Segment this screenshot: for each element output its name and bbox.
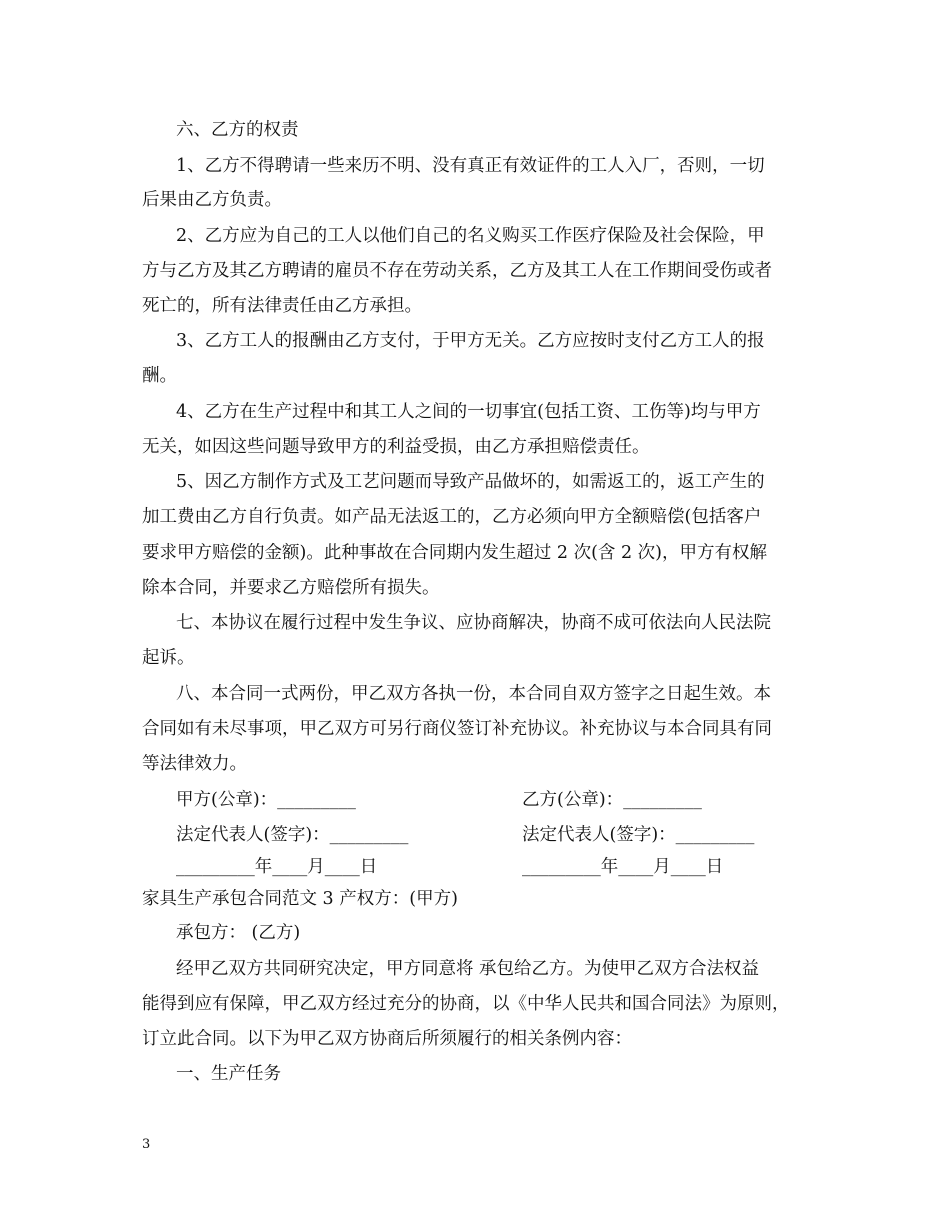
party-a-representative-field: 法定代表人(签字)：_________ — [176, 825, 409, 845]
page-number: 3 — [142, 1137, 151, 1152]
party-b-representative-field: 法定代表人(签字)：_________ — [522, 825, 755, 845]
section-heading: 一、生产任务 — [176, 1064, 281, 1084]
contractor-line: 承包方： (乙方) — [176, 923, 301, 943]
party-b-seal-field: 乙方(公章)：_________ — [522, 790, 702, 810]
contract-title-line: 家具生产承包合同范文 3 产权方：(甲方) — [142, 889, 458, 909]
paragraph-line: 八、本合同一式两份，甲乙双方各执一份，本合同自双方签字之日起生效。本 — [176, 684, 771, 704]
paragraph-line: 无关，如因这些问题导致甲方的利益受损，由乙方承担赔偿责任。 — [142, 437, 650, 457]
paragraph-line: 要求甲方赔偿的金额)。此种事故在合同期内发生超过 2 次(含 2 次)，甲方有权解 — [142, 543, 767, 563]
paragraph-line: 方与乙方及其乙方聘请的雇员不存在劳动关系，乙方及其工人在工作期间受伤或者 — [142, 261, 772, 281]
paragraph-line: 合同如有未尽事项，甲乙双方可另行商仪签订补充协议。补充协议与本合同具有同 — [142, 719, 772, 739]
paragraph-line: 加工费由乙方自行负责。如产品无法返工的，乙方必须向甲方全额赔偿(包括客户 — [142, 507, 762, 527]
paragraph-line: 经甲乙双方共同研究决定，甲方同意将 承包给乙方。为使甲乙双方合法权益 — [176, 959, 760, 979]
paragraph-line: 起诉。 — [142, 648, 195, 668]
paragraph-line: 能得到应有保障，甲乙双方经过充分的协商，以《中华人民共和国合同法》为原则， — [142, 994, 790, 1014]
party-a-date-field: _________年____月____日 — [176, 857, 378, 877]
paragraph-line: 1、乙方不得聘请一些来历不明、没有真正有效证件的工人入厂，否则，一切 — [176, 156, 765, 176]
paragraph-line: 除本合同，并要求乙方赔偿所有损失。 — [142, 578, 440, 598]
paragraph-line: 酬。 — [142, 366, 177, 386]
party-a-seal-field: 甲方(公章)：_________ — [176, 790, 356, 810]
paragraph-line: 订立此合同。以下为甲乙双方协商后所须履行的相关条例内容： — [142, 1029, 632, 1049]
paragraph-line: 5、因乙方制作方式及工艺问题而导致产品做坏的，如需返工的，返工产生的 — [176, 472, 765, 492]
paragraph-line: 等法律效力。 — [142, 754, 247, 774]
paragraph-line: 后果由乙方负责。 — [142, 190, 282, 210]
paragraph-line: 死亡的，所有法律责任由乙方承担。 — [142, 296, 422, 316]
paragraph-line: 4、乙方在生产过程中和其工人之间的一切事宜(包括工资、工伤等)均与甲方 — [176, 402, 761, 422]
section-heading: 六、乙方的权责 — [176, 120, 299, 140]
paragraph-line: 七、本协议在履行过程中发生争议、应协商解决，协商不成可依法向人民法院 — [176, 613, 771, 633]
party-b-date-field: _________年____月____日 — [522, 857, 724, 877]
paragraph-line: 2、乙方应为自己的工人以他们自己的名义购买工作医疗保险及社会保险，甲 — [176, 226, 765, 246]
paragraph-line: 3、乙方工人的报酬由乙方支付，于甲方无关。乙方应按时支付乙方工人的报 — [176, 331, 765, 351]
